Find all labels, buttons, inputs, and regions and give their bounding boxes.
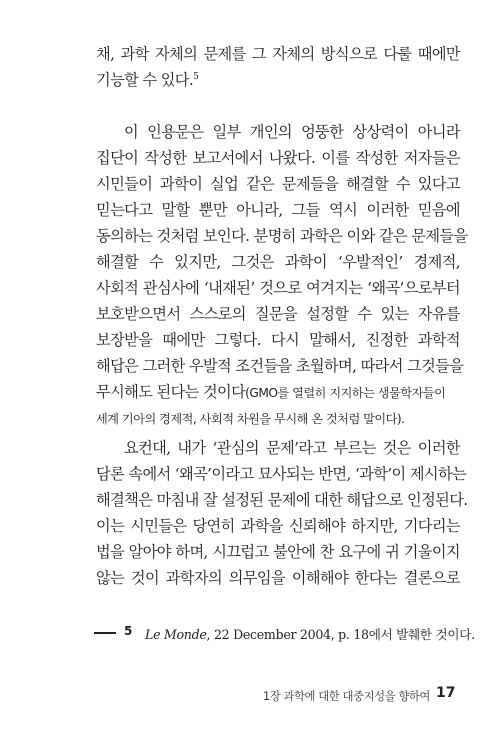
text-line: 해결할 수 있지만, 그것은 과학이 ‘우발적인’ 경제적,: [96, 253, 460, 271]
text-line: 담론 속에서 ‘왜곡’이라고 묘사되는 반면, ‘과학’이 제시하는: [96, 465, 467, 483]
text-line: 채, 과학 자체의 문제를 그 자체의 방식으로 다룰 때에만: [96, 45, 460, 63]
text-line: 요컨대, 내가 ‘관심의 문제’라고 부르는 것은 이러한: [124, 439, 460, 457]
text-line: [96, 408, 460, 429]
text-line: [96, 382, 460, 403]
text-line: 해결책은 마침내 잘 설정된 문제에 대한 해답으로 인정된다.: [96, 491, 468, 509]
footnote-rule: [94, 632, 116, 634]
text-line: 믿는다고 말할 뿐만 아니라, 그들 역시 이러한 믿음에: [96, 201, 460, 219]
text-line: 않는 것이 과학자의 의무임을 이해해야 한다는 결론으로: [96, 569, 460, 587]
footnote-number: 5: [124, 624, 133, 638]
footnote-text: [145, 624, 475, 643]
text-line: 해답은 그러한 우발적 조건들을 초월하며, 따라서 그것들을: [96, 357, 464, 375]
text-line: 동의하는 것처럼 보인다. 분명히 과학은 이와 같은 문제들을: [96, 227, 468, 245]
text-span: 기능할 수 있다.: [96, 71, 194, 89]
running-head: 1장 과학에 대한 대중지성을 향하여: [263, 690, 430, 703]
parenthetical: 세계 기아의 경제적, 사회적 차원을 무시해 온 것처럼 말이다).: [96, 412, 405, 426]
text-line: [96, 70, 460, 90]
text-span: 무시해도 된다는 것이다: [96, 383, 246, 401]
text-line: 이는 시민들은 당연히 과학을 신뢰해야 하지만, 기다리는: [96, 517, 460, 535]
text-line: 보장받을 때에만 그렇다. 다시 말해서, 진정한 과학적: [96, 331, 460, 349]
footnote-reference: 5: [193, 71, 199, 82]
page-number: 17: [436, 685, 456, 701]
text-line: 보호받으면서 스스로의 질문을 설정할 수 있는 자유를: [96, 305, 460, 323]
text-line: 시민들이 과학이 실업 같은 문제들을 해결할 수 있다고: [96, 175, 460, 193]
text-line: 이 인용문은 일부 개인의 엉뚱한 상상력이 아니라: [124, 123, 460, 141]
parenthetical: (GMO를 열렬히 지지하는 생물학자들이: [245, 386, 446, 400]
text-line: 집단이 작성한 보고서에서 나왔다. 이를 작성한 저자들은: [96, 149, 460, 167]
text-line: 법을 알아야 하며, 시끄럽고 불안에 찬 요구에 귀 기울이지: [96, 543, 460, 561]
footnote-rest: , 22 December 2004, p. 18에서 발췌한 것이다.: [206, 627, 475, 642]
footnote-source-title: Le Monde: [145, 627, 207, 642]
text-line: 사회적 관심사에 ‘내재된’ 것으로 여겨지는 ‘왜곡’으로부터: [96, 279, 460, 297]
